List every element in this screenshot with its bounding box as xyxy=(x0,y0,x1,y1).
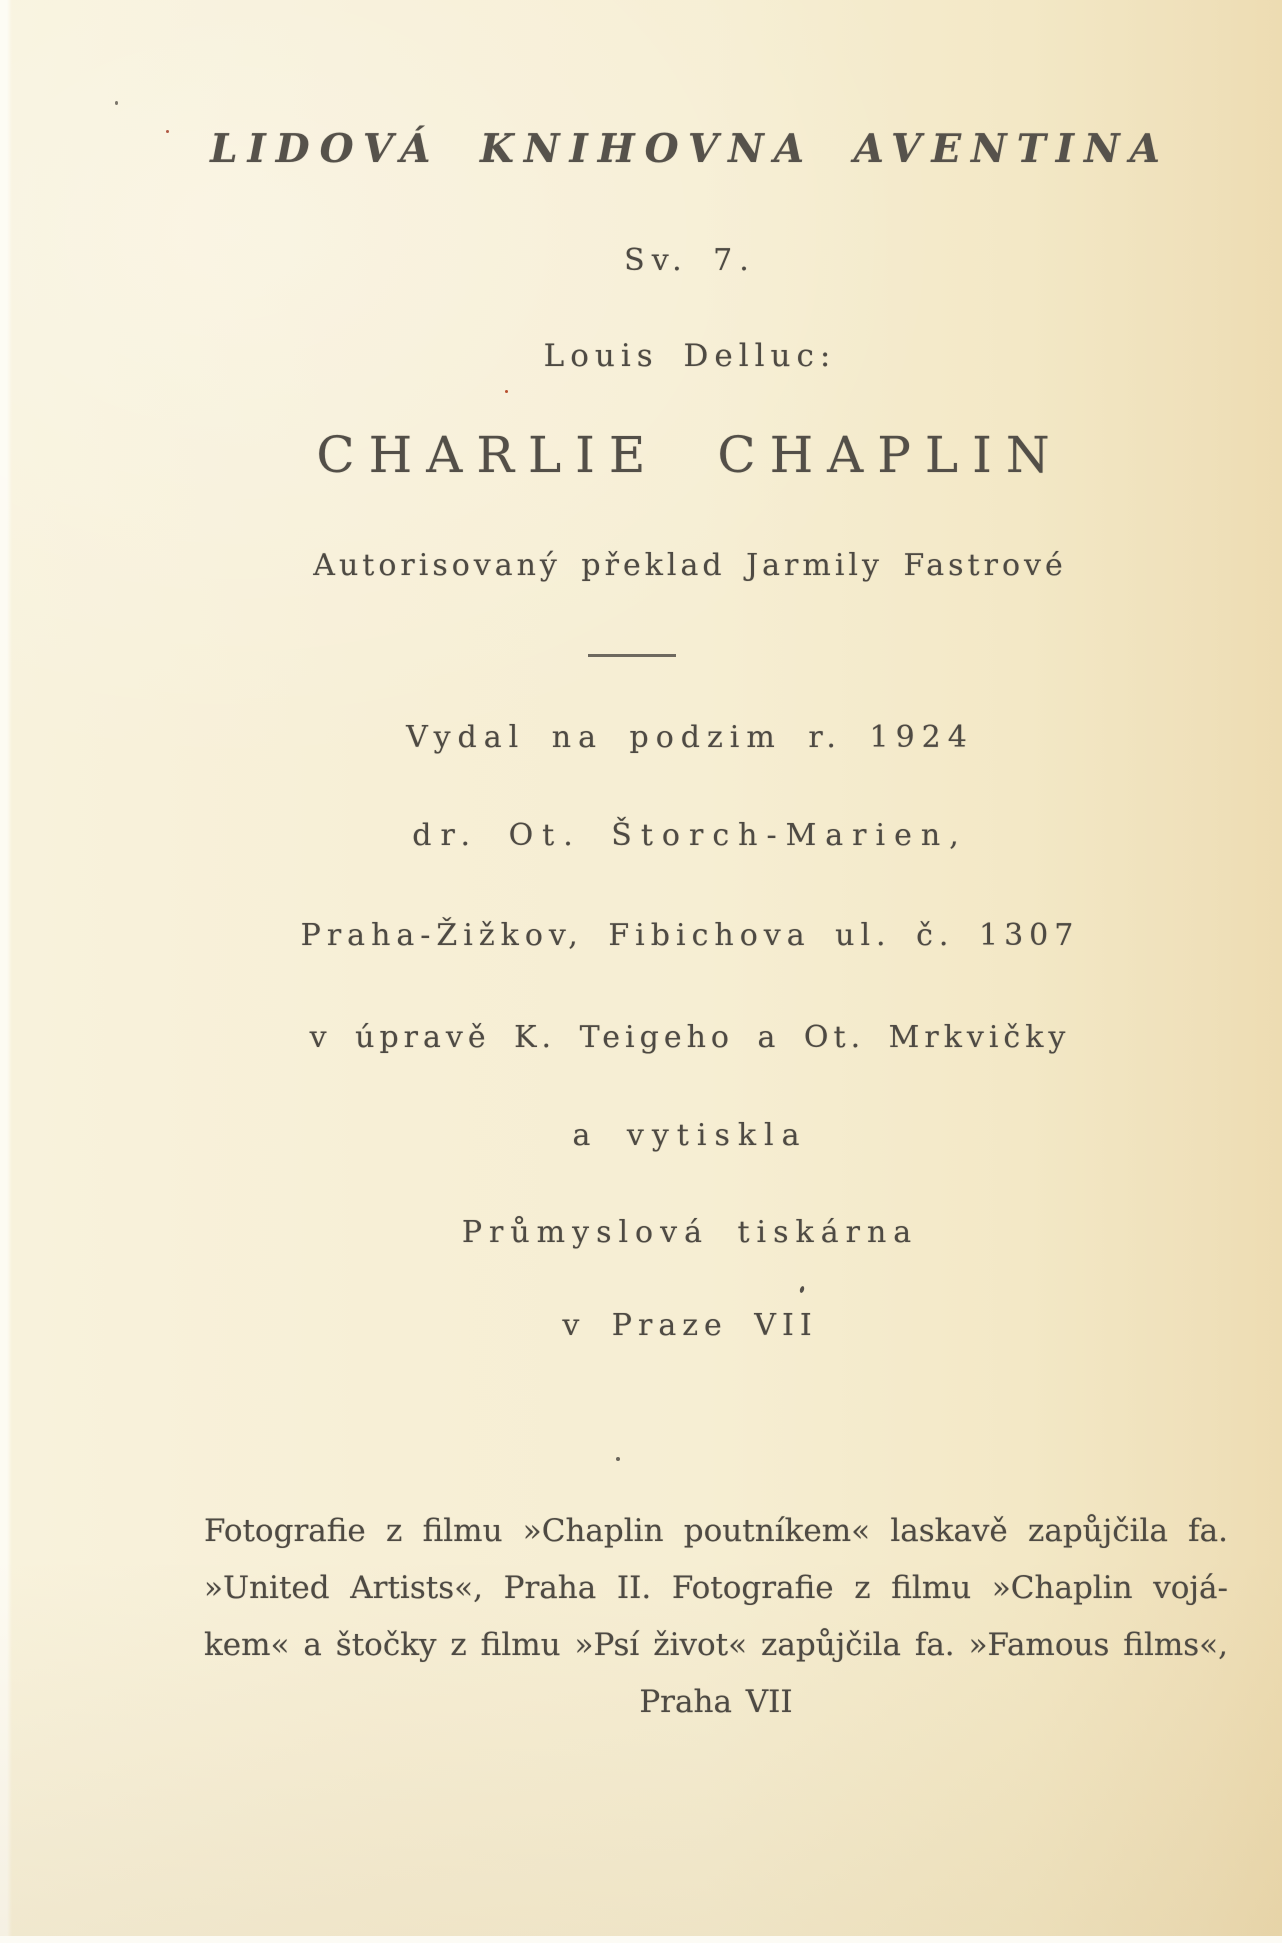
imprint-published-line: Vydal na podzim r. 1924 xyxy=(406,720,974,755)
ink-speck xyxy=(115,101,118,105)
imprint-printer-city-line: v Praze VII xyxy=(562,1308,818,1343)
imprint-printer-line: Průmyslová tiskárna xyxy=(461,1215,919,1250)
volume-number: Sv. 7. xyxy=(624,243,756,278)
ink-speck xyxy=(799,1286,805,1294)
book-title: CHARLIE CHAPLIN xyxy=(316,426,1064,484)
series-title: LIDOVÁ KNIHOVNA AVENTINA xyxy=(210,126,1170,172)
paper-speck xyxy=(166,130,169,133)
photo-credits-line-4: Praha VII xyxy=(639,1684,793,1720)
scan-edge xyxy=(0,1936,1282,1943)
imprint-address-line: Praha-Žižkov, Fibichova ul. č. 1307 xyxy=(300,918,1080,953)
ink-speck xyxy=(616,1457,620,1461)
photo-credits-line-3: kem« a štočky z filmu »Psí život« zapůjčila fa. »Famous films«, xyxy=(204,1627,1228,1663)
translation-credit: Autorisovaný překlad Jarmily Fastrové xyxy=(313,548,1067,583)
imprint-design-line: v úpravě K. Teigeho a Ot. Mrkvičky xyxy=(309,1020,1071,1055)
photo-credits-paragraph xyxy=(204,1503,1228,1731)
imprint-publisher-line: dr. Ot. Štorch-Marien, xyxy=(412,818,968,853)
photo-credits-line-1: Fotografie z filmu »Chaplin poutníkem« laskavě zapůjčila fa. xyxy=(204,1513,1228,1549)
imprint-printed-by-line: a vytiskla xyxy=(572,1118,808,1153)
author-name: Louis Delluc: xyxy=(543,338,837,374)
photo-credits-line-2: »United Artists«, Praha II. Fotografie z filmu »Chaplin vojá- xyxy=(204,1570,1228,1606)
divider-rule xyxy=(588,654,676,657)
paper-speck xyxy=(505,390,508,393)
